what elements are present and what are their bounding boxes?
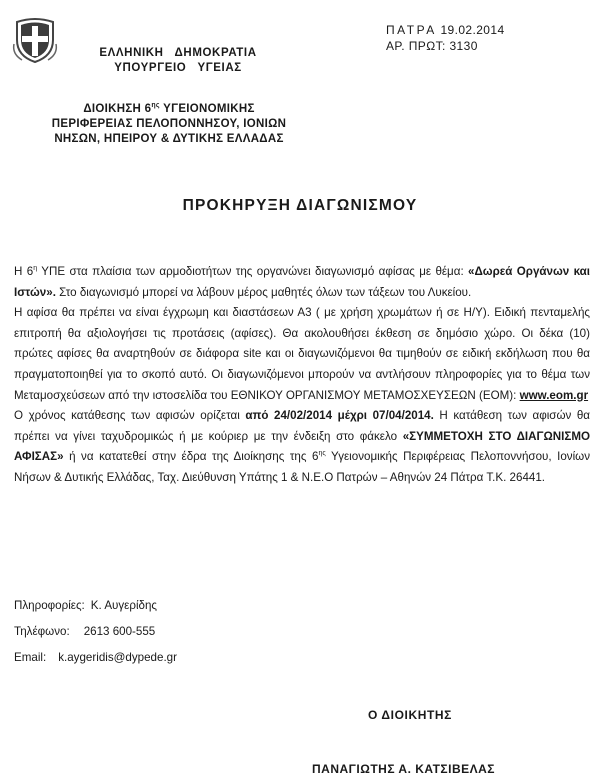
dept-line-2: ΠΕΡΙΦΕΡΕΙΑΣ ΠΕΛΟΠΟΝΝΗΣΟΥ, ΙΟΝΙΩΝ bbox=[51, 117, 287, 130]
paragraph-2: Η αφίσα θα πρέπει να είναι έγχρωμη και διαστάσεων Α3 ( με χρήση χρωμάτων ή σε Η/Υ). Ειδική πενταμελής επιτροπή θα αξιολογήσει τις προτάσεις (αφίσες). Θα ακολουθήσει έκθεση σε δημόσιο χώρο. Οι δέκα (10) πρώτες αφίσες θα αναρτηθούν σε διάφορα site και οι διαγωνιζόμενοι θα τιμηθούν σε ειδική εκδήλωση που θα πραγματοποιηθεί για το σκοπό αυτό. Οι διαγωνιζόμενοι μπορούν να αντλήσουν πληροφορίες για το θέμα των Μεταμοσχεύσεων από την ιστοσελίδα του ΕΘΝΙΚΟΥ ΟΡΓΑΝΙΣΜΟΥ ΜΕΤΑΜΟΣΧΕΥΣΕΩΝ (ΕΟΜ): www.eom.gr bbox=[14, 306, 590, 402]
protocol-number: 3130 bbox=[449, 39, 478, 53]
contact-info-line bbox=[14, 598, 414, 614]
document-body bbox=[14, 262, 590, 489]
paragraph-1: Η $6^\eta$ ΥΠΕ στα πλαίσια των αρμοδιοτήτων της οργανώνει διαγωνισμό αφίσας με θέμα: «Δωρεά Οργάνων και Ιστών». Στο διαγωνισμό μπορεί να λάβουν μέρος μαθητές όλων των τάξεων του Λυκείου. bbox=[14, 265, 591, 299]
email-label: Email: bbox=[14, 651, 47, 664]
greek-coat-of-arms-icon bbox=[12, 14, 58, 64]
email-value[interactable]: k.aygeridis@dypede.gr bbox=[58, 651, 177, 664]
phone-label: Τηλέφωνο: bbox=[14, 625, 70, 638]
info-value: Κ. Αυγερίδης bbox=[90, 599, 158, 612]
dept-line-3: ΝΗΣΩΝ, ΗΠΕΙΡΟΥ & ΔΥΤΙΚΗΣ ΕΛΛΑΔΑΣ bbox=[54, 132, 284, 145]
contact-phone-line bbox=[14, 624, 414, 640]
document-title: ΠΡΟΚΗΡΥΞΗ ΔΙΑΓΩΝΙΣΜΟΥ bbox=[182, 197, 418, 214]
phone-value: 2613 600-555 bbox=[83, 625, 156, 638]
city: ΠΑΤΡΑ bbox=[386, 23, 437, 37]
signer-role: Ο ΔΙΟΙΚΗΤΗΣ bbox=[368, 708, 452, 722]
department-header bbox=[26, 98, 312, 147]
dept-line-1: ΔΙΟΙΚΗΣΗ $6^{\eta\varsigma}$ ΥΓΕΙΟΝΟΜΙΚΗΣ bbox=[83, 102, 255, 115]
gov-line-1: ΕΛΛΗΝΙΚΗ ΔΗΜΟΚΡΑΤΙΑ bbox=[99, 47, 257, 59]
protocol-line bbox=[386, 38, 586, 54]
contact-email-line bbox=[14, 650, 414, 666]
gov-line-2: ΥΠΟΥΡΓΕΙΟ ΥΓΕΙΑΣ bbox=[114, 62, 242, 74]
paragraph-3: Ο χρόνος κατάθεσης των αφισών ορίζεται από 24/02/2014 μέχρι 07/04/2014. Η κατάθεση των αφισών θα πρέπει να γίνει ταχυδρομικώς ή με κούριερ με την ένδειξη στο φάκελο «ΣΥΜΜΕΤΟΧΗ ΣΤΟ ΔΙΑΓΩΝΙΣΜΟ ΑΦΙΣΑΣ» ή να κατατεθεί στην έδρα της Διοίκησης της $6^{\eta\varsigma}$ Υγειονομικής Περιφέρειας Πελοποννήσου, Ιονίων Νήσων & Δυτικής Ελλάδας, Ταχ. Διεύθυνση Υπάτης 1 & Ν.Ε.Ο Πατρών – Αθηνών 24 Πάτρα Τ.Κ. 26441. bbox=[14, 409, 591, 484]
signer-name: ΠΑΝΑΓΙΩΤΗΣ Α. ΚΑΤΣΙΒΕΛΑΣ bbox=[312, 762, 495, 776]
protocol-label: ΑΡ. ΠΡΩΤ: bbox=[386, 39, 446, 53]
info-label: Πληροφορίες: bbox=[14, 599, 85, 612]
government-header bbox=[78, 46, 278, 76]
place-date-line bbox=[386, 22, 586, 38]
date: 19.02.2014 bbox=[440, 23, 505, 37]
eom-link[interactable]: www.eom.gr bbox=[519, 388, 589, 402]
document-reference bbox=[386, 22, 586, 54]
